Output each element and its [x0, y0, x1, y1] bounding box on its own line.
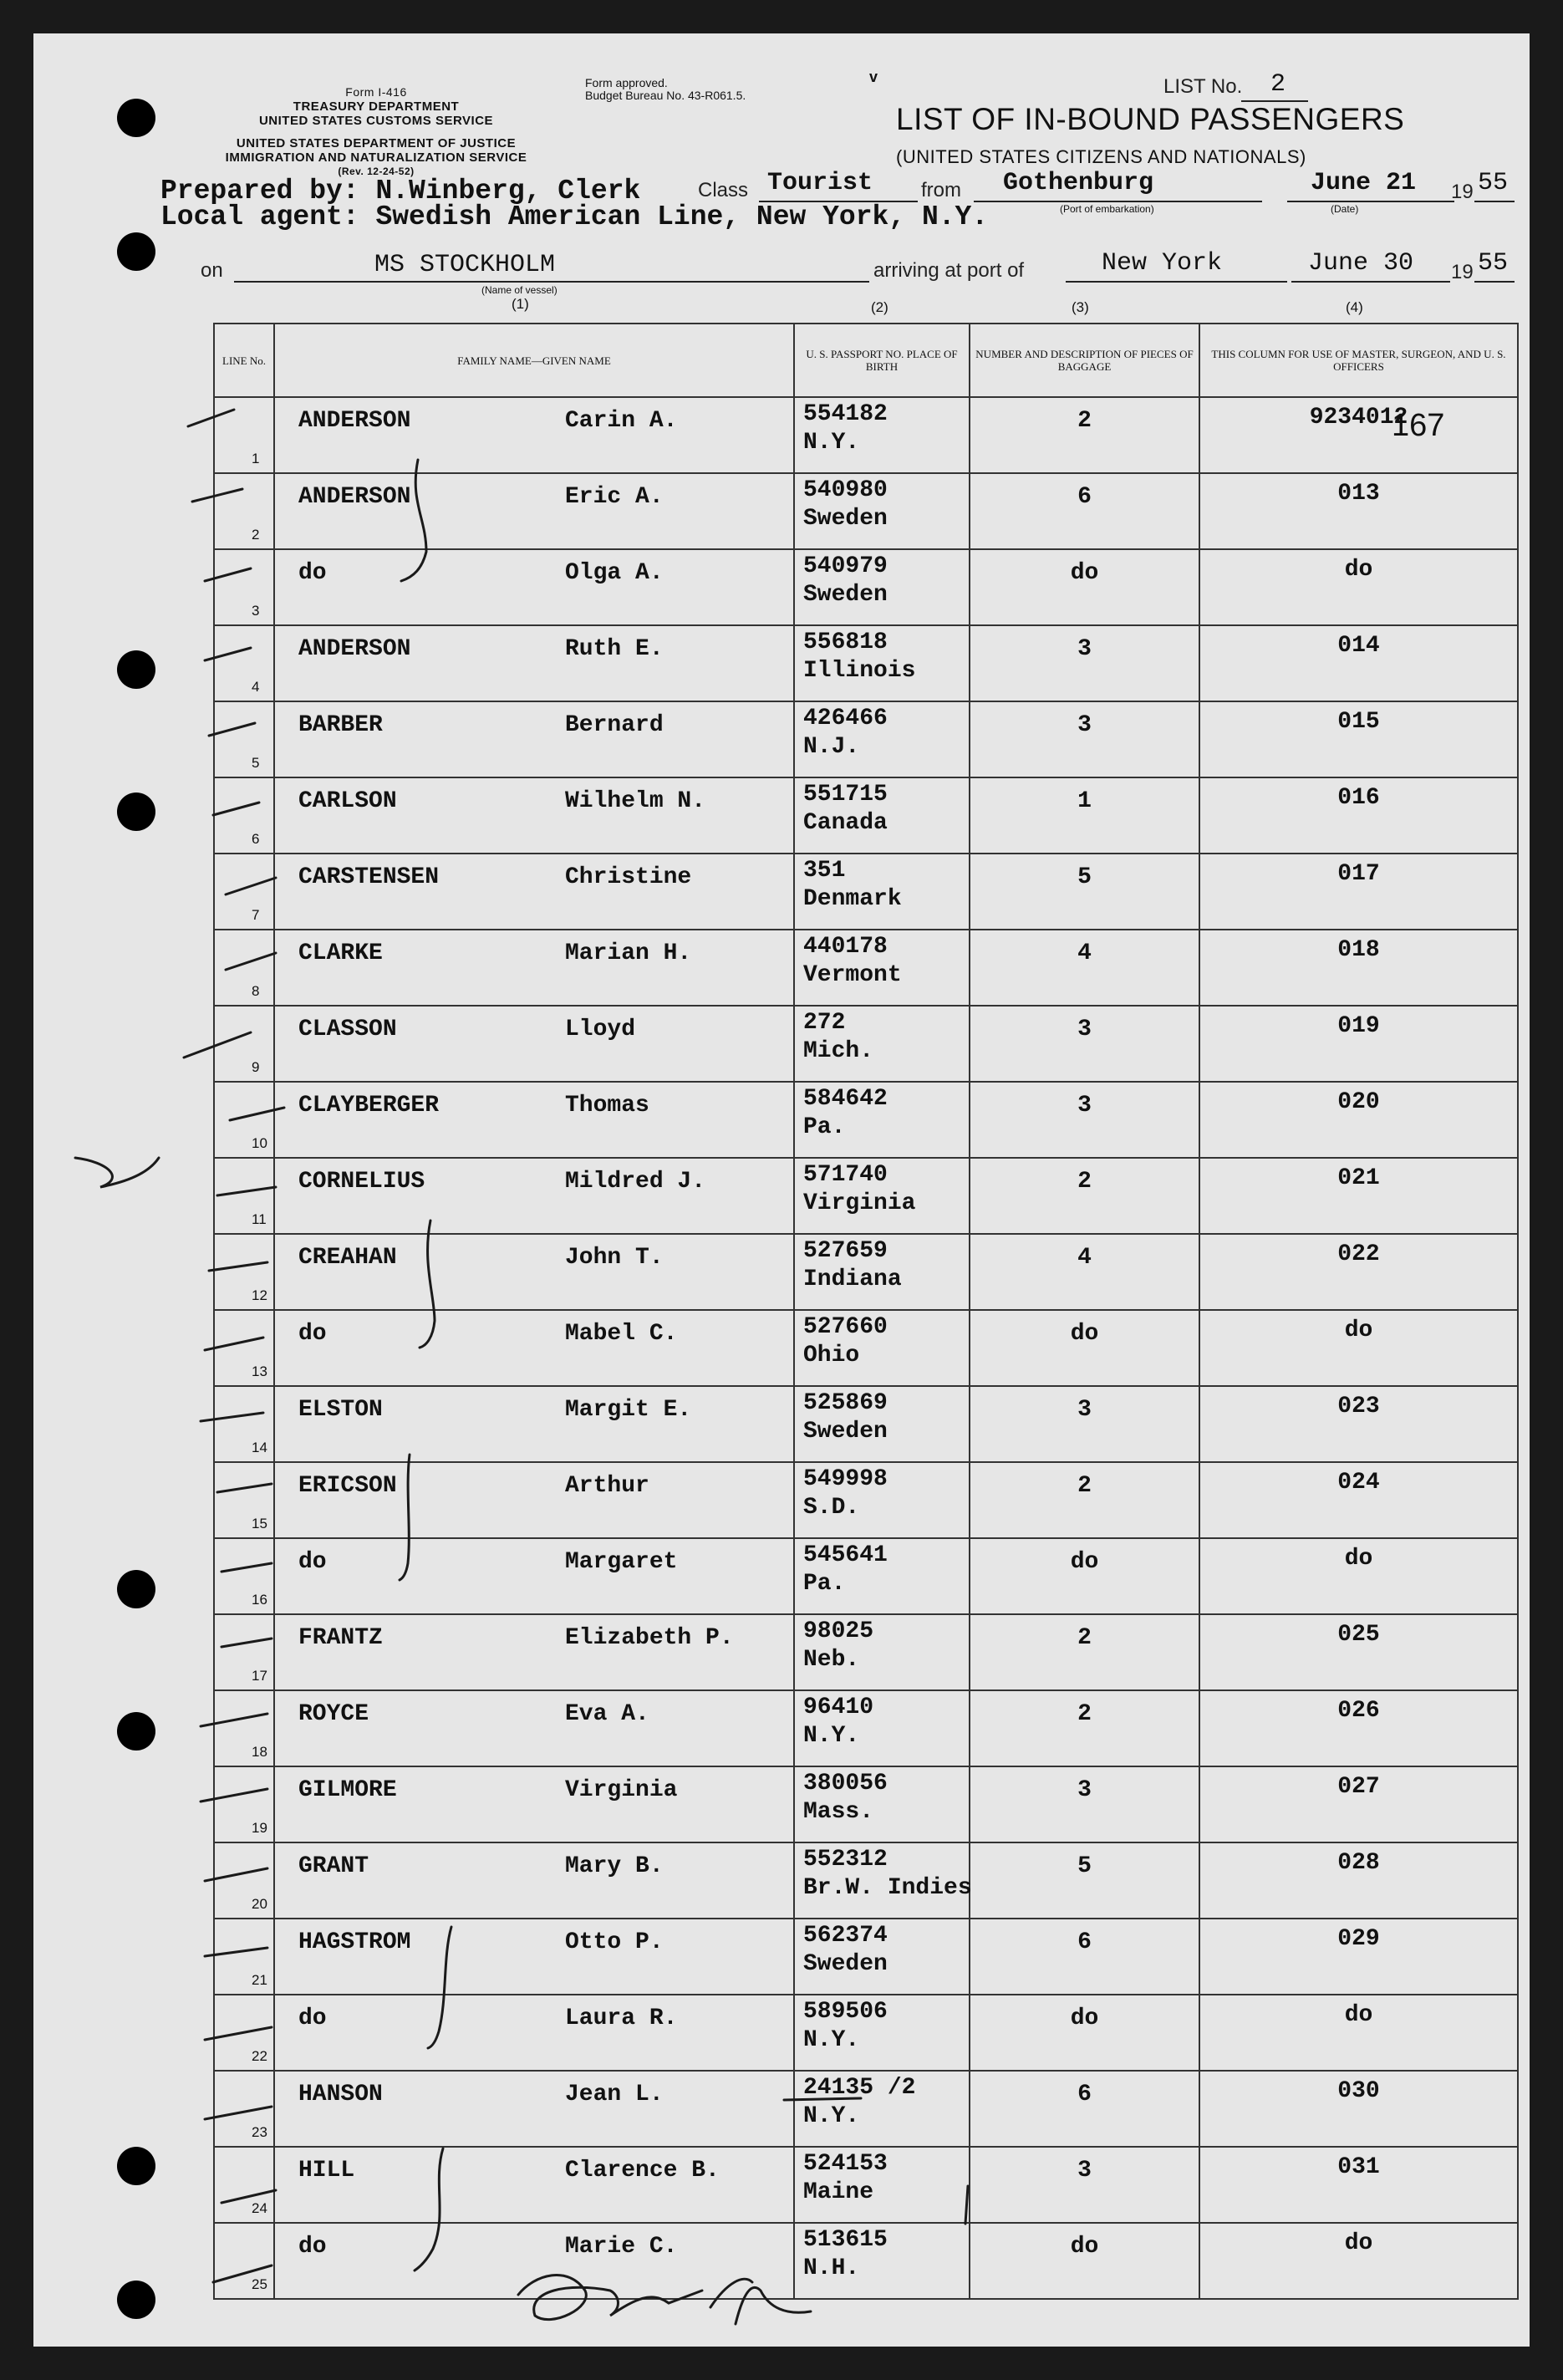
- check-tick: [226, 878, 276, 894]
- passport-number: 562374: [803, 1923, 888, 1949]
- place-of-birth: N.Y.: [803, 1723, 860, 1749]
- officer-number: do: [1344, 557, 1373, 583]
- family-name: CARLSON: [298, 788, 397, 814]
- officer-number: 025: [1337, 1622, 1380, 1648]
- check-tick: [192, 489, 242, 502]
- check-tick: [217, 1187, 276, 1195]
- year-prefix: 19: [1451, 181, 1474, 203]
- arrival-date: June 30: [1308, 249, 1414, 278]
- officer-number: 016: [1337, 785, 1380, 811]
- baggage-count: 2: [1077, 1473, 1092, 1499]
- family-name: CREAHAN: [298, 1245, 397, 1271]
- officer-number: do: [1344, 2002, 1373, 2028]
- place-of-birth: Denmark: [803, 886, 902, 912]
- given-name: Virginia: [565, 1777, 678, 1803]
- baggage-count: 2: [1077, 1625, 1092, 1651]
- given-name: Margaret: [565, 1549, 678, 1575]
- arrival-port: New York: [1102, 249, 1223, 278]
- baggage-count: 5: [1077, 864, 1092, 890]
- line-number: 3: [252, 603, 260, 619]
- line-number: 14: [252, 1440, 267, 1455]
- baggage-count: 3: [1077, 1777, 1092, 1803]
- line-number: 23: [252, 2124, 267, 2140]
- family-name: GRANT: [298, 1853, 369, 1879]
- given-name: Mary B.: [565, 1853, 664, 1879]
- check-tick: [226, 953, 276, 970]
- baggage-count: 3: [1077, 1397, 1092, 1423]
- given-name: Eric A.: [565, 484, 664, 510]
- line-number: 17: [252, 1668, 267, 1684]
- vessel-name: MS STOCKHOLM: [374, 251, 556, 279]
- check-tick: [213, 2265, 272, 2282]
- given-name: Jean L.: [565, 2082, 664, 2107]
- check-tick: [221, 1638, 272, 1647]
- place-of-birth: Vermont: [803, 962, 902, 988]
- given-name: Marian H.: [565, 940, 692, 966]
- officer-number: 024: [1337, 1470, 1380, 1496]
- given-name: Mabel C.: [565, 1321, 678, 1347]
- passport-number: 527659: [803, 1238, 888, 1264]
- justice-department: UNITED STATES DEPARTMENT OF JUSTICE: [236, 136, 517, 150]
- baggage-count: 6: [1077, 2082, 1092, 2107]
- vessel-label: on: [201, 259, 223, 282]
- check-tick: [205, 2027, 272, 2040]
- officer-number: 022: [1337, 1241, 1380, 1267]
- officer-number: 021: [1337, 1165, 1380, 1191]
- class-value: Tourist: [767, 169, 873, 197]
- vessel-caption: (Name of vessel): [481, 284, 557, 296]
- baggage-count: 3: [1077, 712, 1092, 738]
- check-tick: [217, 1484, 272, 1492]
- passport-number: 351: [803, 858, 846, 884]
- family-name: do: [298, 2234, 327, 2260]
- given-name: Thomas: [565, 1093, 649, 1119]
- officer-number: 027: [1337, 1774, 1380, 1800]
- line-number: 25: [252, 2276, 267, 2292]
- place-of-birth: Sweden: [803, 1419, 888, 1445]
- line-number: 11: [252, 1211, 267, 1227]
- family-name: CLASSON: [298, 1017, 397, 1042]
- baggage-count: 3: [1077, 636, 1092, 662]
- check-tick: [221, 2190, 276, 2203]
- officer-number: 030: [1337, 2078, 1380, 2104]
- check-tick: [205, 568, 251, 581]
- baggage-count: 3: [1077, 2158, 1092, 2184]
- arrival-year-prefix: 19: [1451, 261, 1474, 283]
- baggage-count: do: [1070, 2005, 1099, 2031]
- class-label: Class: [698, 179, 749, 201]
- passport-number: 540980: [803, 477, 888, 503]
- header-line-no: LINE No.: [214, 324, 274, 397]
- passport-number: 527660: [803, 1314, 888, 1340]
- line-number: 19: [252, 1820, 267, 1836]
- baggage-count: do: [1070, 1549, 1099, 1575]
- arrival-year: 55: [1478, 249, 1509, 278]
- check-tick: [205, 1868, 267, 1881]
- line-number: 18: [252, 1744, 267, 1760]
- family-name: BARBER: [298, 712, 383, 738]
- baggage-count: 3: [1077, 1017, 1092, 1042]
- handwritten-marks: [33, 33, 1530, 2347]
- officer-number: 014: [1337, 633, 1380, 659]
- line-number: 6: [252, 831, 260, 847]
- passport-number: 551715: [803, 782, 888, 808]
- family-name: GILMORE: [298, 1777, 397, 1803]
- strike-through: [784, 2098, 861, 2100]
- given-name: Margit E.: [565, 1397, 692, 1423]
- family-name: ANDERSON: [298, 484, 411, 510]
- family-name: ANDERSON: [298, 636, 411, 662]
- baggage-count: do: [1070, 2234, 1099, 2260]
- family-name: CORNELIUS: [298, 1169, 425, 1195]
- passport-number: 525869: [803, 1390, 888, 1416]
- treasury-department: TREASURY DEPARTMENT: [293, 99, 460, 114]
- baggage-count: do: [1070, 560, 1099, 586]
- check-tick: [205, 2107, 272, 2119]
- baggage-count: 5: [1077, 1853, 1092, 1879]
- officer-number: 017: [1337, 861, 1380, 887]
- family-name: do: [298, 2005, 327, 2031]
- check-tick: [209, 723, 255, 736]
- margin-check-mark: [75, 1158, 159, 1187]
- line-number: 15: [252, 1516, 267, 1531]
- revision: (Rev. 12-24-52): [338, 166, 415, 177]
- check-tick: [184, 1032, 251, 1057]
- passport-number: 440178: [803, 934, 888, 960]
- line-number: 1: [252, 451, 260, 466]
- officer-number: 019: [1337, 1013, 1380, 1039]
- passport-number: 426466: [803, 706, 888, 731]
- officer-number: do: [1344, 1317, 1373, 1343]
- passport-number: 584642: [803, 1086, 888, 1112]
- given-name: Otto P.: [565, 1929, 664, 1955]
- departure-date-caption: (Date): [1331, 203, 1359, 215]
- line-number: 10: [252, 1135, 267, 1151]
- officer-number: 031: [1337, 2154, 1380, 2180]
- baggage-count: 2: [1077, 1701, 1092, 1727]
- header-baggage: NUMBER AND DESCRIPTION OF PIECES OF BAGGAGE: [970, 324, 1199, 397]
- given-name: John T.: [565, 1245, 664, 1271]
- place-of-birth: N.Y.: [803, 2103, 860, 2129]
- departure-date: June 21: [1311, 169, 1417, 197]
- family-name: ANDERSON: [298, 408, 411, 434]
- line-number: 13: [252, 1363, 267, 1379]
- place-of-birth: Mich.: [803, 1038, 874, 1064]
- officer-number: 018: [1337, 937, 1380, 963]
- given-name: Arthur: [565, 1473, 649, 1499]
- given-name: Clarence B.: [565, 2158, 720, 2184]
- baggage-count: 6: [1077, 1929, 1092, 1955]
- family-bracket: [420, 1221, 435, 1348]
- page-stamp-number: 167: [1392, 408, 1445, 443]
- place-of-birth: Sweden: [803, 1951, 888, 1977]
- place-of-birth: S.D.: [803, 1495, 860, 1521]
- family-name: ELSTON: [298, 1397, 383, 1423]
- line-number: 4: [252, 679, 260, 695]
- check-tick: [205, 648, 251, 660]
- place-of-birth: Pa.: [803, 1571, 846, 1597]
- check-tick: [201, 1413, 263, 1421]
- family-name: HAGSTROM: [298, 1929, 411, 1955]
- family-name: HILL: [298, 2158, 355, 2184]
- port-of-embarkation: Gothenburg: [1003, 169, 1154, 197]
- place-of-birth: N.H.: [803, 2255, 860, 2281]
- header-officers: THIS COLUMN FOR USE OF MASTER, SURGEON, AND U. S. OFFICERS: [1199, 324, 1518, 397]
- passport-number: 272: [803, 1010, 846, 1036]
- form-approved-label: Form approved.: [585, 76, 668, 89]
- check-tick: [201, 1714, 267, 1726]
- column-number-3: (3): [1072, 299, 1089, 315]
- place-of-birth: Indiana: [803, 1266, 902, 1292]
- given-name: Wilhelm N.: [565, 788, 706, 814]
- given-name: Eva A.: [565, 1701, 649, 1727]
- given-name: Christine: [565, 864, 692, 890]
- family-bracket: [415, 2148, 443, 2270]
- check-tick: [213, 803, 259, 815]
- place-of-birth: Sweden: [803, 582, 888, 608]
- officer-number: do: [1344, 1546, 1373, 1572]
- place-of-birth: N.J.: [803, 734, 860, 760]
- column-number-2: (2): [871, 299, 888, 315]
- family-name: CLAYBERGER: [298, 1093, 440, 1119]
- family-name: CARSTENSEN: [298, 864, 440, 890]
- officer-number: 029: [1337, 1926, 1380, 1952]
- check-tick: [188, 410, 234, 426]
- line-number: 5: [252, 755, 260, 771]
- officer-number: 013: [1337, 481, 1380, 507]
- check-tick: [230, 1108, 284, 1120]
- passport-number: 98025: [803, 1618, 874, 1644]
- family-name: do: [298, 1321, 327, 1347]
- officer-number: 015: [1337, 709, 1380, 735]
- check-tick: [209, 1262, 267, 1271]
- place-of-birth: Sweden: [803, 506, 888, 532]
- column-number-1: (1): [512, 296, 529, 312]
- passport-number: 549998: [803, 1466, 888, 1492]
- line-number: 22: [252, 2048, 267, 2064]
- header-name: FAMILY NAME—GIVEN NAME: [274, 324, 794, 397]
- baggage-count: 4: [1077, 940, 1092, 966]
- given-name: Laura R.: [565, 2005, 678, 2031]
- place-of-birth: Br.W. Indies: [803, 1875, 972, 1901]
- given-name: Mildred J.: [565, 1169, 706, 1195]
- given-name: Olga A.: [565, 560, 664, 586]
- budget-bureau-number: Budget Bureau No. 43-R061.5.: [585, 89, 746, 102]
- baggage-count: 6: [1077, 484, 1092, 510]
- baggage-count: 1: [1077, 788, 1092, 814]
- baggage-count: do: [1070, 1321, 1099, 1347]
- family-name: ROYCE: [298, 1701, 369, 1727]
- place-of-birth: Neb.: [803, 1647, 860, 1673]
- officer-number: 023: [1337, 1394, 1380, 1419]
- family-name: HANSON: [298, 2082, 383, 2107]
- line-number: 7: [252, 907, 260, 923]
- baggage-count: 3: [1077, 1093, 1092, 1119]
- passport-number: 513615: [803, 2227, 888, 2253]
- place-of-birth: Pa.: [803, 1114, 846, 1140]
- family-bracket: [400, 1455, 410, 1580]
- passport-number: 545641: [803, 1542, 888, 1568]
- given-name: Lloyd: [565, 1017, 636, 1042]
- given-name: Elizabeth P.: [565, 1625, 734, 1651]
- place-of-birth: Maine: [803, 2179, 874, 2205]
- passport-number: 96410: [803, 1695, 874, 1720]
- place-of-birth: N.Y.: [803, 2027, 860, 2053]
- officer-number: 020: [1337, 1089, 1380, 1115]
- local-agent: Local agent: Swedish American Line, New York, N.Y.: [160, 201, 989, 232]
- passport-number: 554182: [803, 401, 888, 427]
- line-number: 20: [252, 1896, 267, 1912]
- passport-number: 524153: [803, 2151, 888, 2177]
- check-tick: [221, 1563, 272, 1572]
- customs-service: UNITED STATES CUSTOMS SERVICE: [258, 114, 494, 128]
- line-number: 8: [252, 983, 260, 999]
- baggage-count: 2: [1077, 1169, 1092, 1195]
- manifest-page: [33, 33, 1530, 2347]
- baggage-count: 4: [1077, 1245, 1092, 1271]
- line-number: 12: [252, 1287, 267, 1303]
- form-number: Form I-416: [345, 85, 407, 99]
- baggage-count: 2: [1077, 408, 1092, 434]
- line-number: 16: [252, 1592, 267, 1608]
- given-name: Marie C.: [565, 2234, 678, 2260]
- family-name: do: [298, 560, 327, 586]
- officer-number: 026: [1337, 1698, 1380, 1724]
- line-number: 2: [252, 527, 260, 543]
- arriving-label: arriving at port of: [873, 259, 1025, 282]
- list-number-label: LIST No.: [1163, 75, 1243, 98]
- check-tick: [205, 1338, 263, 1350]
- line-number: 9: [252, 1059, 260, 1075]
- column-number-4: (4): [1346, 299, 1363, 315]
- officer-number: 9234012: [1309, 405, 1408, 431]
- passport-number: 589506: [803, 1999, 888, 2025]
- family-name: CLARKE: [298, 940, 383, 966]
- passport-number: 571740: [803, 1162, 888, 1188]
- stray-mark: [965, 2186, 968, 2224]
- place-of-birth: Mass.: [803, 1799, 874, 1825]
- check-tick: [205, 1948, 267, 1956]
- family-name: do: [298, 1549, 327, 1575]
- passport-number: 556818: [803, 629, 888, 655]
- from-label: from: [921, 179, 961, 201]
- page-subtitle: (UNITED STATES CITIZENS AND NATIONALS): [896, 146, 1306, 167]
- prepared-by: Prepared by: N.Winberg, Clerk: [160, 176, 641, 206]
- family-bracket: [401, 460, 426, 581]
- given-name: Bernard: [565, 712, 664, 738]
- place-of-birth: Canada: [803, 810, 888, 836]
- place-of-birth: N.Y.: [803, 430, 860, 456]
- family-name: ERICSON: [298, 1473, 397, 1499]
- header-passport: U. S. PASSPORT NO. PLACE OF BIRTH: [794, 324, 970, 397]
- given-name: Ruth E.: [565, 636, 664, 662]
- family-name: FRANTZ: [298, 1625, 383, 1651]
- given-name: Carin A.: [565, 408, 678, 434]
- passport-number: 380056: [803, 1771, 888, 1796]
- passport-number: 24135 /2: [803, 2075, 916, 2101]
- page-title: LIST OF IN-BOUND PASSENGERS: [896, 102, 1405, 136]
- family-bracket: [428, 1927, 451, 2048]
- line-number: 21: [252, 1972, 267, 1988]
- place-of-birth: Virginia: [803, 1190, 916, 1216]
- place-of-birth: Ohio: [803, 1343, 860, 1368]
- port-of-embarkation-caption: (Port of embarkation): [1060, 203, 1154, 215]
- list-number-value: 2: [1270, 70, 1286, 99]
- handwritten-signature: [518, 2275, 811, 2324]
- line-number: 24: [252, 2200, 267, 2216]
- departure-year: 55: [1478, 169, 1509, 197]
- header-mark: v: [869, 69, 878, 85]
- immigration-service: IMMIGRATION AND NATURALIZATION SERVICE: [225, 150, 527, 165]
- passport-number: 552312: [803, 1847, 888, 1873]
- officer-number: do: [1344, 2230, 1373, 2256]
- passport-number: 540979: [803, 553, 888, 579]
- check-tick: [201, 1789, 267, 1802]
- officer-number: 028: [1337, 1850, 1380, 1876]
- place-of-birth: Illinois: [803, 658, 916, 684]
